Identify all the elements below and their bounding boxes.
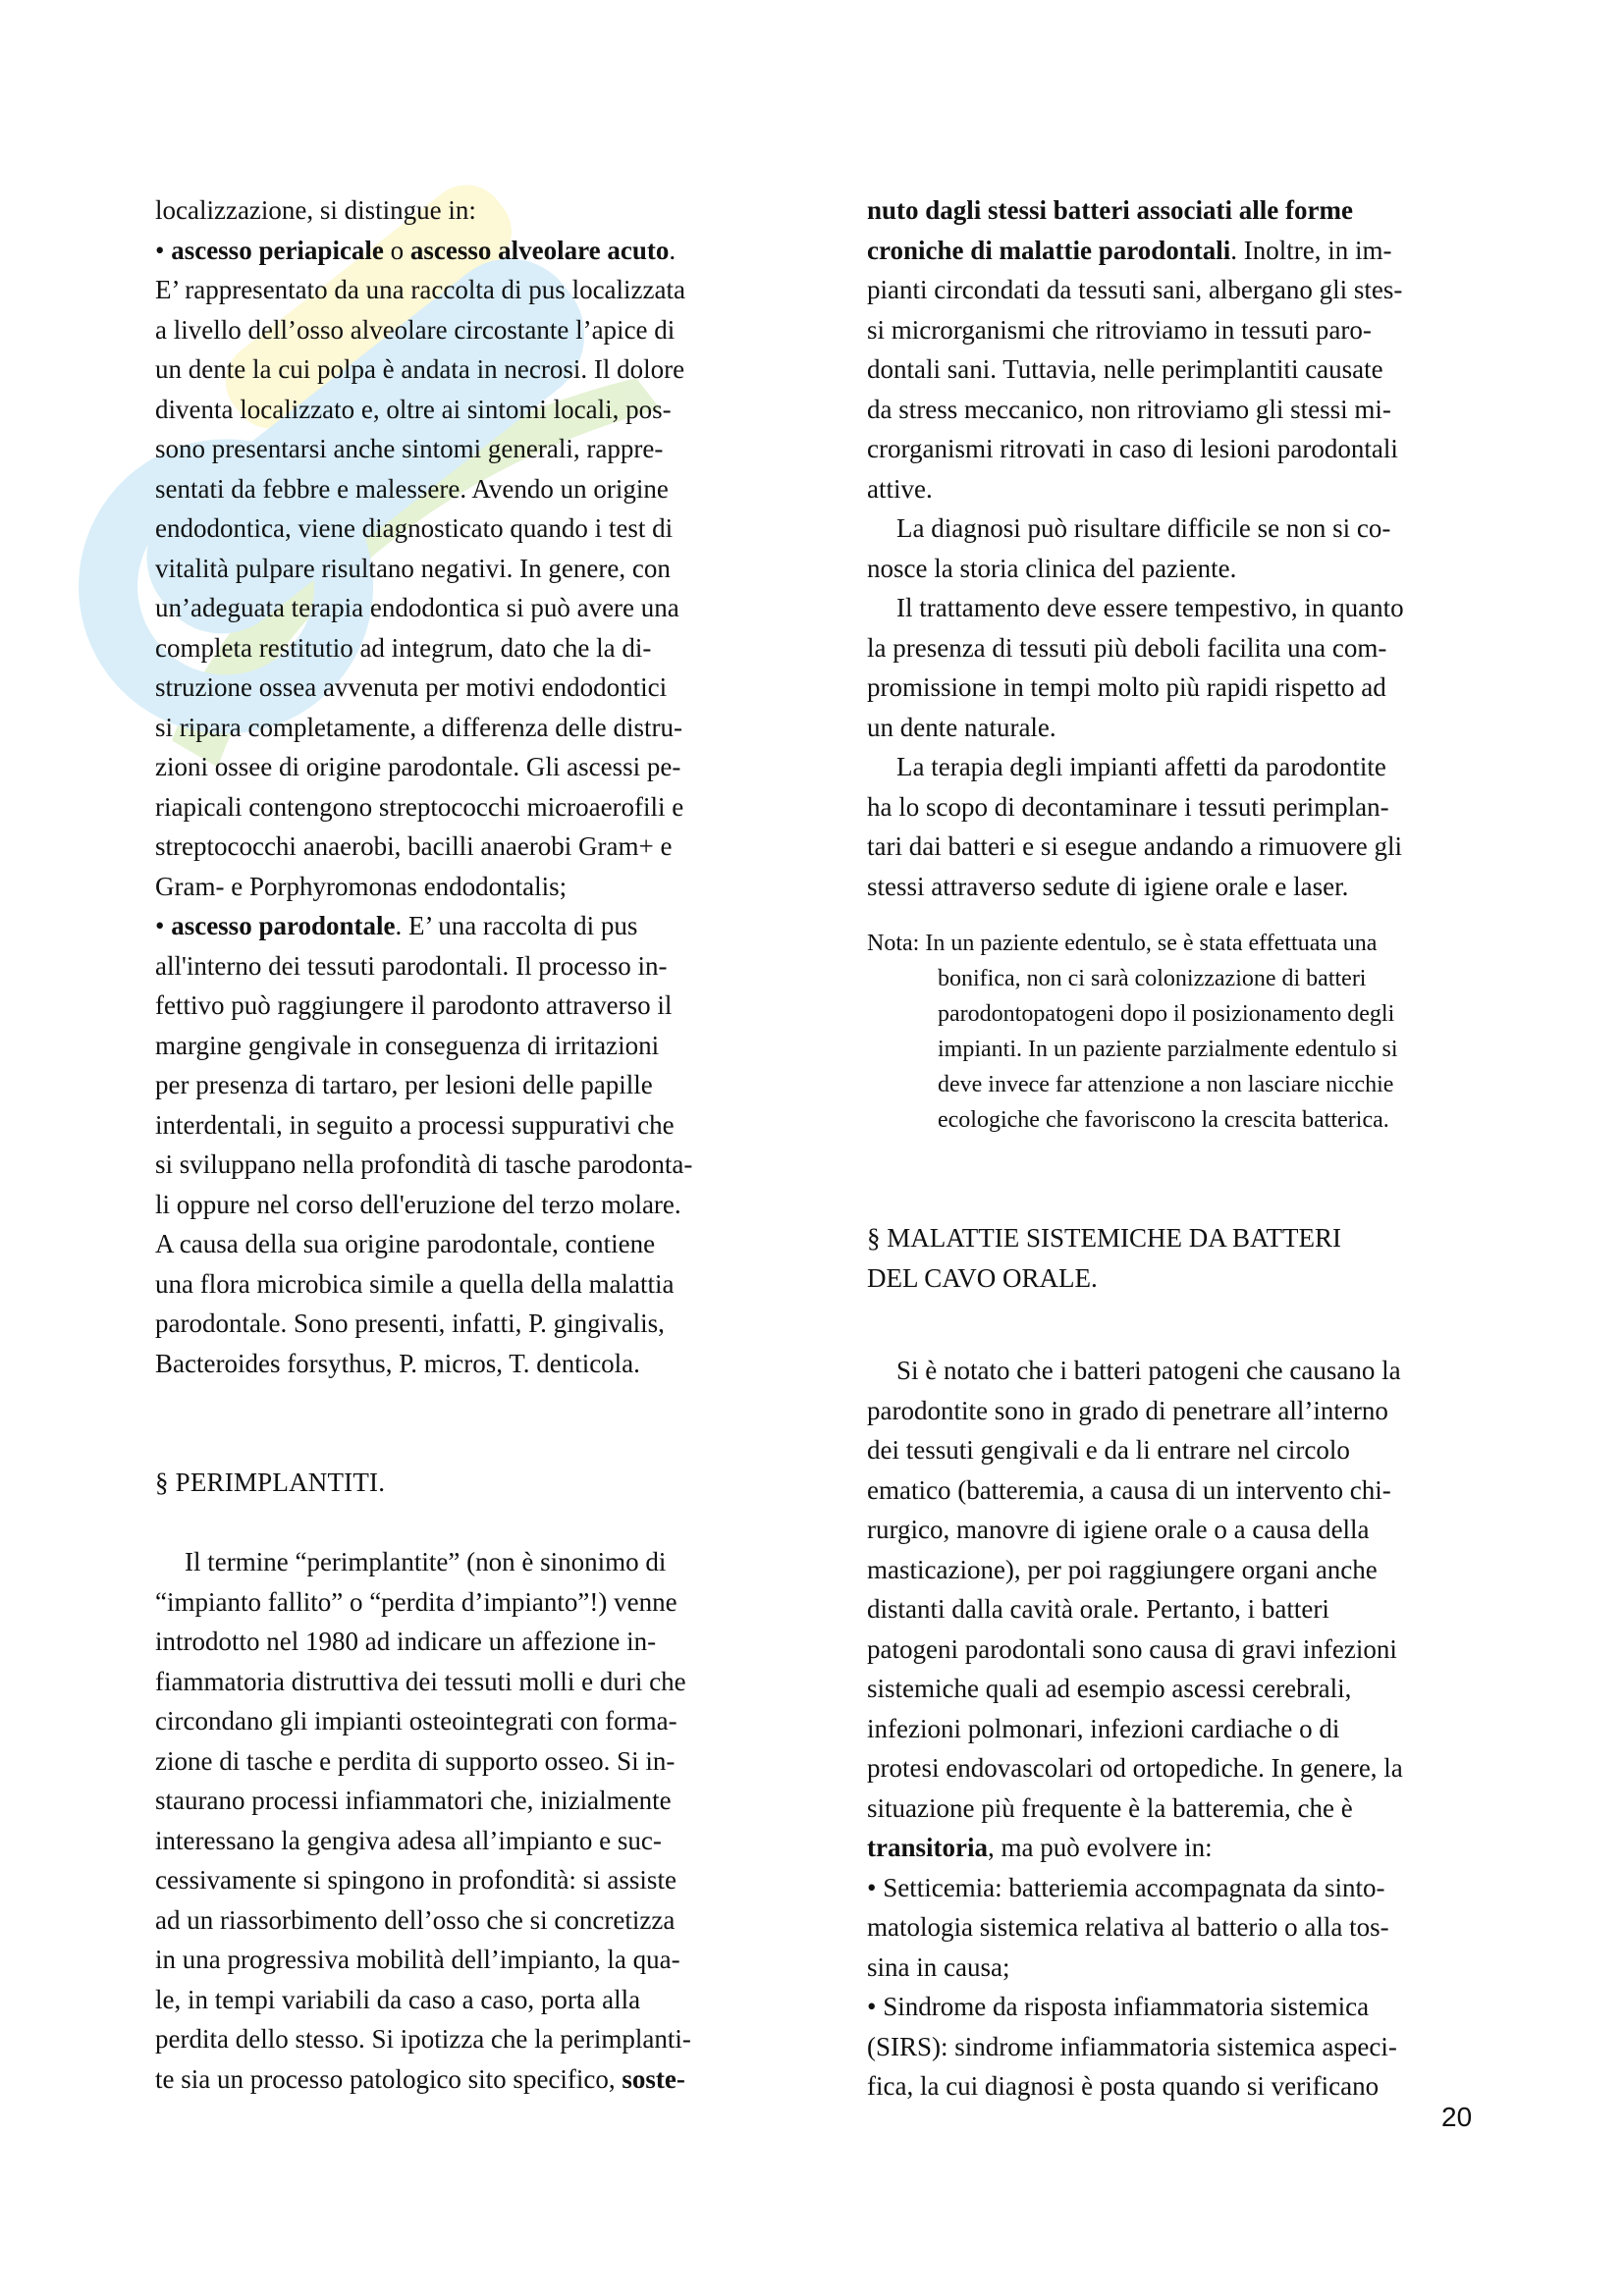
text-line: zioni ossee di origine parodontale. Gli ascessi pe- — [155, 752, 681, 781]
text-line: a livello dell’osso alveolare circostante l’apice di — [155, 314, 676, 345]
paragraph-trattamento — [867, 588, 1478, 747]
text-line: completa restitutio ad integrum, dato che la di- — [155, 632, 652, 663]
text-line: per presenza di tartaro, per lesioni delle papille — [155, 1070, 653, 1099]
text-line: un’adeguata terapia endodontica si può avere una — [155, 593, 679, 622]
spacer — [867, 906, 1478, 926]
spacer — [155, 1423, 774, 1464]
text-line: un dente la cui polpa è andata in necrosi. Il dolore — [155, 354, 685, 384]
text-line: interdentali, in seguito a processi suppurativi che — [155, 1109, 675, 1140]
text-line — [867, 231, 1478, 271]
text-line: § MALATTIE SISTEMICHE DA BATTERI — [867, 1223, 1341, 1253]
text-line: un dente naturale. — [867, 712, 1056, 742]
text-line: fettivo può raggiungere il parodonto attraverso il — [155, 990, 673, 1020]
text-line: riapicali contengono streptococchi microaerofili e — [155, 791, 684, 822]
text-line: ematico (batteremia, a causa di un intervento chi- — [867, 1474, 1391, 1505]
text-line: ha lo scopo di decontaminare i tessuti perimplan- — [867, 791, 1389, 822]
text-line: streptococchi anaerobi, bacilli anaerobi Gram+ e — [155, 831, 673, 861]
text-line: fiammatoria distruttiva dei tessuti molli e duri che — [155, 1666, 686, 1696]
text-line: ecologiche che favoriscono la crescita batterica. — [938, 1107, 1389, 1133]
text-line: DEL CAVO ORALE. — [867, 1262, 1098, 1293]
text-line: protesi endovascolari od ortopediche. In genere, la — [867, 1753, 1403, 1783]
text-run: • — [155, 235, 172, 265]
paragraph-malattie — [867, 1351, 1478, 2107]
heading-perimplantiti: § PERIMPLANTITI. — [155, 1468, 386, 1497]
text-line: localizzazione, si distingue in: — [155, 195, 476, 225]
bold-run: ascesso alveolare acuto — [409, 235, 670, 265]
text-line: da stress meccanico, non ritroviamo gli stessi mi- — [867, 394, 1391, 424]
text-line: Nota: In un paziente edentulo, se è stata effettuata una — [867, 931, 1378, 956]
paragraph-ascesso — [155, 190, 774, 1383]
text-line: staurano processi infiammatori che, inizialmente — [155, 1786, 672, 1815]
paragraph-diagnosi — [867, 508, 1478, 588]
text-line: all'interno dei tessuti parodontali. Il processo in- — [155, 950, 668, 981]
text-line: circondano gli impianti osteointegrati con forma- — [155, 1706, 677, 1735]
text-line: sistemiche quali ad esempio ascessi cerebrali, — [867, 1674, 1352, 1703]
paragraph-perimplantite — [155, 1542, 774, 2099]
text-line: parodontite sono in grado di penetrare all’interno — [867, 1395, 1388, 1425]
left-column — [155, 190, 774, 2099]
text-line: “impianto fallito” o “perdita d’impianto”!) venne — [155, 1586, 677, 1617]
text-line: si microrganismi che ritroviamo in tessuti paro- — [867, 314, 1372, 345]
text-line: sono presentarsi anche sintomi generali, rappre- — [155, 434, 664, 463]
text-line: la presenza di tessuti più deboli facilita una com- — [867, 632, 1387, 663]
text-line: le, in tempi variabili da caso a caso, porta alla — [155, 1984, 641, 2014]
text-line: parodontale. Sono presenti, infatti, P. gingivalis, — [155, 1308, 665, 1338]
text-line: sentati da febbre e malessere. Avendo un origine — [155, 473, 669, 504]
text-line: E’ rappresentato da una raccolta di pus localizzata — [155, 275, 685, 304]
text-line: cessivamente si spingono in profondità: si assiste — [155, 1865, 677, 1895]
text-line: interessano la gengiva adesa all’impianto e suc- — [155, 1825, 662, 1855]
heading-malattie-sistemiche — [867, 1218, 1478, 1298]
text-line: introdotto nel 1980 ad indicare un affezione in- — [155, 1627, 657, 1656]
bold-run: ascesso parodontale — [171, 911, 396, 940]
text-line: una flora microbica simile a quella della malattia — [155, 1268, 675, 1299]
text-line: patogeni parodontali sono causa di gravi infezioni — [867, 1633, 1397, 1664]
text-line: • Setticemia: batteriemia accompagnata da sinto- — [867, 1872, 1385, 1902]
text-run: . Inoltre, in im- — [1230, 235, 1392, 265]
text-line: impianti. In un paziente parzialmente edentulo si — [938, 1037, 1398, 1062]
spacer — [155, 1503, 774, 1543]
spacer — [867, 1138, 1478, 1218]
text-line: vitalità pulpare risultano negativi. In genere, con — [155, 553, 671, 583]
text-line — [867, 1828, 1478, 1868]
text-line: promissione in tempi molto più rapidi rispetto ad — [867, 672, 1386, 702]
text-line: parodontopatogeni dopo il posizionamento degli — [938, 1001, 1395, 1027]
text-line: masticazione), per poi raggiungere organi anche — [867, 1554, 1378, 1584]
text-run: , ma può evolvere in: — [987, 1833, 1213, 1862]
text-line: si sviluppano nella profondità di tasche parodonta- — [155, 1149, 693, 1179]
text-line: dontali sani. Tuttavia, nelle perimplantiti causate — [867, 354, 1383, 384]
text-line: fica, la cui diagnosi è posta quando si verificano — [867, 2071, 1380, 2101]
text-line: ad un riassorbimento dell’osso che si concretizza — [155, 1904, 676, 1935]
text-line: A causa della sua origine parodontale, contiene — [155, 1229, 656, 1258]
paragraph-terapia — [867, 747, 1478, 906]
text-line: Il termine “perimplantite” (non è sinonimo di — [185, 1547, 667, 1576]
text-run: te sia un processo patologico sito specifico, — [155, 2063, 623, 2094]
text-line: dei tessuti gengivali e da li entrare nel circolo — [867, 1435, 1350, 1465]
text-line: sina in causa; — [867, 1951, 1010, 1982]
text-line: in una progressiva mobilità dell’impianto, la qua- — [155, 1945, 680, 1974]
text-line: margine gengivale in conseguenza di irritazioni — [155, 1030, 660, 1060]
text-run: . — [669, 235, 677, 265]
text-line: stessi attraverso sedute di igiene orale e laser. — [867, 871, 1349, 901]
text-line: attive. — [867, 473, 933, 504]
paragraph-sostenuto — [867, 190, 1478, 508]
text-line: situazione più frequente è la batteremia, che è — [867, 1792, 1353, 1823]
text-line: deve invece far attenzione a non lasciare nicchie — [938, 1072, 1394, 1097]
text-line: tari dai batteri e si esegue andando a rimuovere gli — [867, 831, 1403, 861]
text-line: Bacteroides forsythus, P. micros, T. denticola. — [155, 1348, 640, 1378]
bold-run: croniche di malattie parodontali — [867, 235, 1231, 265]
note-block — [867, 926, 1478, 1138]
text-line: zione di tasche e perdita di supporto osseo. Si in- — [155, 1745, 676, 1776]
text-line: bonifica, non ci sarà colonizzazione di batteri — [938, 966, 1367, 991]
text-line — [867, 190, 1478, 231]
text-line: Il trattamento deve essere tempestivo, in quanto — [896, 593, 1404, 622]
text-line: infezioni polmonari, infezioni cardiache o di — [867, 1713, 1340, 1743]
bold-run: transitoria — [867, 1833, 988, 1862]
text-line: li oppure nel corso dell'eruzione del terzo molare. — [155, 1189, 681, 1219]
spacer — [867, 1298, 1478, 1351]
text-line: si ripara completamente, a differenza delle distru- — [155, 712, 683, 742]
text-line — [155, 906, 774, 946]
text-line: rurgico, manovre di igiene orale o a causa della — [867, 1515, 1370, 1544]
spacer — [155, 1383, 774, 1423]
text-line: nosce la storia clinica del paziente. — [867, 553, 1237, 583]
text-run: . E’ una raccolta di pus — [395, 911, 638, 940]
text-line: crorganismi ritrovati in caso di lesioni parodontali — [867, 434, 1398, 463]
text-line: struzione ossea avvenuta per motivi endodontici — [155, 672, 668, 702]
text-line: matologia sistemica relativa al batterio o alla tos- — [867, 1912, 1389, 1942]
bold-run: soste- — [622, 2063, 685, 2094]
text-line: distanti dalla cavità orale. Pertanto, i batteri — [867, 1594, 1329, 1624]
text-line — [155, 231, 774, 271]
right-column — [867, 190, 1478, 2107]
text-line: (SIRS): sindrome infiammatoria sistemica aspeci- — [867, 2031, 1397, 2061]
bold-run: nuto dagli stessi batteri associati alle forme — [867, 195, 1353, 225]
text-line: perdita dello stesso. Si ipotizza che la perimplanti- — [155, 2024, 691, 2054]
text-line — [155, 2059, 774, 2100]
text-run: • — [155, 911, 172, 940]
text-run: o — [383, 235, 410, 265]
text-line: Si è notato che i batteri patogeni che causano la — [896, 1356, 1401, 1385]
text-line: diventa localizzato e, oltre ai sintomi locali, pos- — [155, 394, 672, 424]
text-line: • Sindrome da risposta infiammatoria sistemica — [867, 1992, 1370, 2021]
bold-run: ascesso periapicale — [171, 235, 384, 265]
text-line: Gram- e Porphyromonas endodontalis; — [155, 871, 568, 901]
text-line: La terapia degli impianti affetti da parodontite — [896, 752, 1386, 781]
page-number: 20 — [1441, 2102, 1473, 2132]
text-line: endodontica, viene diagnosticato quando i test di — [155, 513, 674, 543]
text-line: La diagnosi può risultare difficile se non si co- — [896, 513, 1391, 543]
text-line: pianti circondati da tessuti sani, albergano gli stes- — [867, 275, 1403, 304]
